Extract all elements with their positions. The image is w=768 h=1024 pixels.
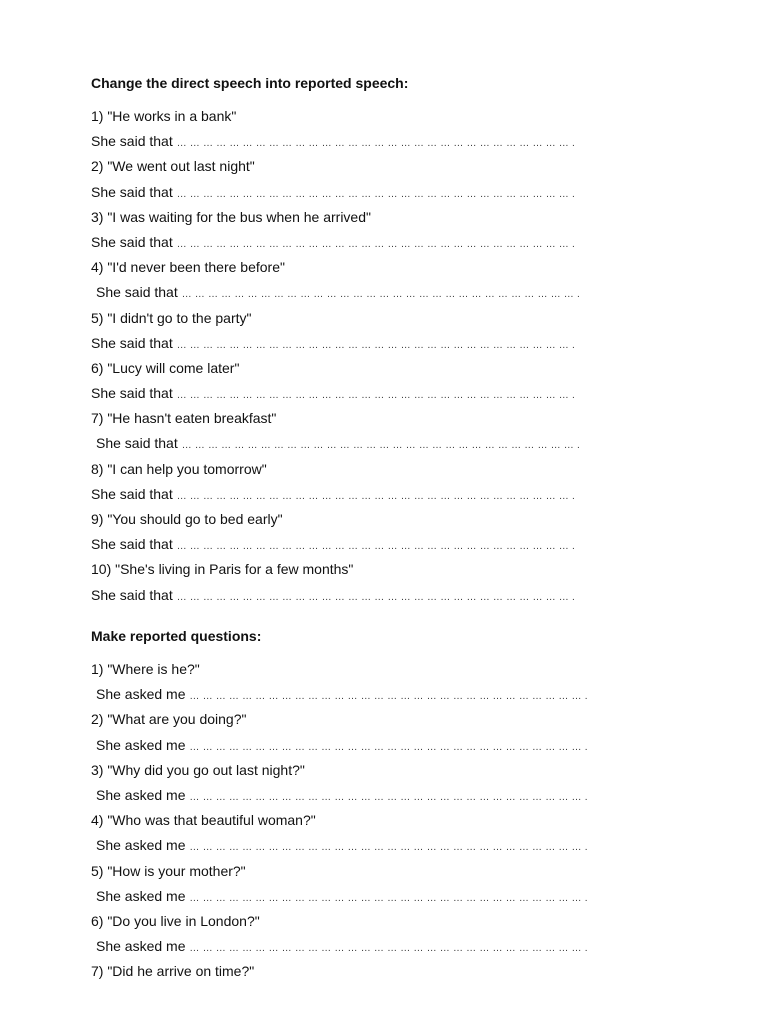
- answer-blank[interactable]: … … … … … … … … … … … … … … … … … … … … … … … … … … … … … … .: [189, 943, 588, 955]
- answer-line[interactable]: [91, 180, 711, 205]
- answer-line[interactable]: [91, 280, 711, 305]
- question-item: 1) "Where is he?": [91, 661, 200, 677]
- answer-blank[interactable]: … … … … … … … … … … … … … … … … … … … … … … … … … … … … … … .: [189, 842, 588, 854]
- answer-prompt: She said that: [91, 586, 173, 603]
- answer-prompt: She said that: [91, 334, 173, 351]
- question-item: 1) "He works in a bank": [91, 108, 237, 124]
- question-item: 2) "What are you doing?": [91, 711, 247, 728]
- answer-prompt: She said that: [91, 536, 173, 553]
- answer-line[interactable]: [91, 482, 711, 507]
- answer-prompt: She said that: [91, 133, 173, 150]
- answer-blank[interactable]: … … … … … … … … … … … … … … … … … … … … … … … … … … … … … … .: [176, 490, 575, 502]
- question-item: 3) "I was waiting for the bus when he arrived": [91, 208, 371, 225]
- answer-blank[interactable]: … … … … … … … … … … … … … … … … … … … … … … … … … … … … … … .: [176, 138, 575, 150]
- answer-line[interactable]: [91, 331, 711, 356]
- question-item: 7) "Did he arrive on time?": [91, 963, 255, 980]
- answer-prompt: She said that: [96, 284, 178, 301]
- answer-prompt: She asked me: [96, 686, 186, 703]
- reported-questions-section: [91, 626, 711, 984]
- answer-line[interactable]: [91, 884, 711, 909]
- question-item: 5) "I didn't go to the party": [91, 309, 252, 326]
- question-item: 8) "I can help you tomorrow": [91, 460, 267, 477]
- answer-blank[interactable]: … … … … … … … … … … … … … … … … … … … … … … … … … … … … … … .: [189, 892, 588, 904]
- answer-prompt: She said that: [91, 385, 173, 402]
- answer-line[interactable]: [91, 129, 711, 154]
- answer-prompt: She said that: [96, 435, 178, 452]
- answer-blank[interactable]: … … … … … … … … … … … … … … … … … … … … … … … … … … … … … … .: [181, 289, 580, 301]
- answer-line[interactable]: [91, 381, 711, 406]
- answer-prompt: She said that: [91, 485, 173, 502]
- answer-blank[interactable]: … … … … … … … … … … … … … … … … … … … … … … … … … … … … … … .: [189, 791, 588, 803]
- answer-blank[interactable]: … … … … … … … … … … … … … … … … … … … … … … … … … … … … … … .: [189, 691, 588, 703]
- section-title: Change the direct speech into reported speech:: [91, 75, 409, 91]
- exercise-list: [91, 657, 711, 984]
- answer-blank[interactable]: … … … … … … … … … … … … … … … … … … … … … … … … … … … … … … .: [181, 440, 580, 452]
- answer-line[interactable]: [91, 833, 711, 858]
- answer-line[interactable]: [91, 733, 711, 758]
- answer-blank[interactable]: … … … … … … … … … … … … … … … … … … … … … … … … … … … … … … .: [176, 591, 575, 603]
- answer-line[interactable]: [91, 783, 711, 808]
- question-item: 9) "You should go to bed early": [91, 511, 283, 527]
- question-item: 3) "Why did you go out last night?": [91, 761, 305, 778]
- answer-prompt: She asked me: [96, 887, 186, 904]
- answer-prompt: She said that: [91, 233, 173, 250]
- question-item: 10) "She's living in Paris for a few months": [91, 561, 354, 578]
- answer-blank[interactable]: … … … … … … … … … … … … … … … … … … … … … … … … … … … … … … .: [176, 188, 575, 200]
- reported-speech-section: [91, 73, 711, 608]
- question-item: 4) "I'd never been there before": [91, 259, 285, 276]
- answer-line[interactable]: [91, 431, 711, 456]
- answer-prompt: She asked me: [96, 786, 186, 803]
- answer-blank[interactable]: … … … … … … … … … … … … … … … … … … … … … … … … … … … … … … .: [176, 238, 575, 250]
- answer-line[interactable]: [91, 230, 711, 255]
- question-item: 6) "Lucy will come later": [91, 359, 240, 376]
- answer-line[interactable]: [91, 583, 711, 608]
- answer-blank[interactable]: … … … … … … … … … … … … … … … … … … … … … … … … … … … … … … .: [189, 741, 588, 753]
- question-item: 2) "We went out last night": [91, 158, 255, 175]
- exercise-list: [91, 104, 711, 608]
- question-item: 4) "Who was that beautiful woman?": [91, 812, 316, 829]
- answer-prompt: She asked me: [96, 938, 186, 955]
- answer-line[interactable]: [91, 934, 711, 959]
- answer-blank[interactable]: … … … … … … … … … … … … … … … … … … … … … … … … … … … … … … .: [176, 339, 575, 351]
- question-item: 6) "Do you live in London?": [91, 912, 260, 929]
- answer-line[interactable]: [91, 682, 711, 707]
- section-title: Make reported questions:: [91, 628, 262, 644]
- question-item: 7) "He hasn't eaten breakfast": [91, 410, 277, 427]
- question-item: 5) "How is your mother?": [91, 862, 246, 879]
- answer-prompt: She said that: [91, 183, 173, 200]
- answer-line[interactable]: [91, 532, 711, 557]
- answer-prompt: She asked me: [96, 837, 186, 854]
- answer-blank[interactable]: … … … … … … … … … … … … … … … … … … … … … … … … … … … … … … .: [176, 541, 575, 553]
- answer-prompt: She asked me: [96, 736, 186, 753]
- answer-blank[interactable]: … … … … … … … … … … … … … … … … … … … … … … … … … … … … … … .: [176, 390, 575, 402]
